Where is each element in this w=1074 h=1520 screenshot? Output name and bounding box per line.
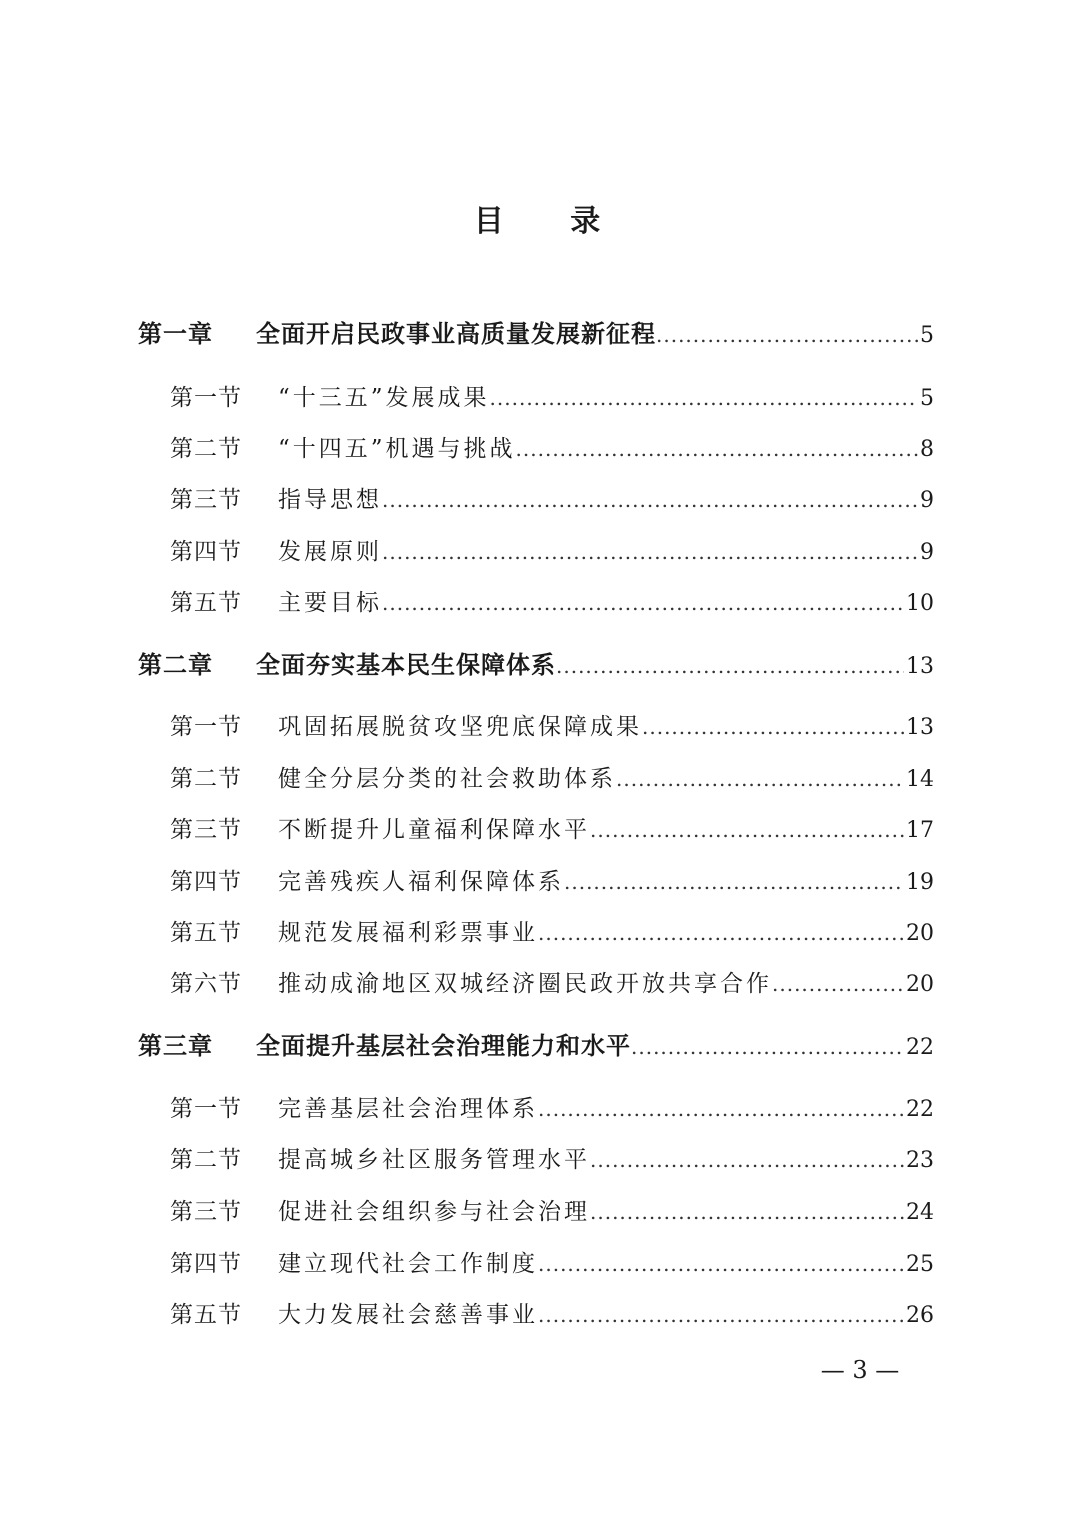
toc-entry-title: 健全分层分类的社会救助体系: [278, 766, 616, 792]
toc-entry[interactable]: [170, 1295, 934, 1335]
toc-entry[interactable]: [170, 964, 934, 1004]
toc-entry-title: 建立现代社会工作制度: [278, 1251, 538, 1277]
toc-entry-title: 规范发展福利彩票事业: [278, 920, 538, 946]
dot-leader: [538, 1244, 904, 1284]
toc-entry-page: 24: [906, 1200, 934, 1225]
toc-entry[interactable]: [170, 429, 934, 469]
toc-entry-number: 第三节: [170, 817, 242, 843]
toc-entry-number: 第五节: [170, 1302, 242, 1328]
toc-entry[interactable]: [170, 378, 934, 418]
toc-entry-title: 不断提升儿童福利保障水平: [278, 817, 590, 843]
toc-entry-title: 促进社会组织参与社会治理: [278, 1199, 590, 1225]
dot-leader: [590, 1192, 904, 1232]
dot-leader: [631, 1027, 904, 1066]
toc-entry-page: 17: [906, 818, 934, 843]
dot-leader: [538, 1089, 904, 1129]
toc-entry-title: 全面开启民政事业高质量发展新征程: [256, 320, 656, 348]
toc-entry-number: 第五节: [170, 920, 242, 946]
toc-entry[interactable]: [170, 532, 934, 572]
toc-entry[interactable]: [138, 1026, 934, 1066]
page-number: — 3 —: [820, 1356, 900, 1384]
dot-leader: [516, 429, 918, 469]
toc-entry-number: 第二章: [138, 651, 213, 679]
toc-entry[interactable]: [170, 583, 934, 623]
toc-entry-title: 大力发展社会慈善事业: [278, 1302, 538, 1328]
toc-entry-page: 23: [906, 1148, 934, 1173]
dot-leader: [656, 315, 918, 354]
toc-entry[interactable]: [170, 862, 934, 902]
toc-entry[interactable]: [170, 759, 934, 799]
toc-entry-title: 提高城乡社区服务管理水平: [278, 1147, 590, 1173]
toc-entry-title: “十三五”发展成果: [278, 385, 490, 411]
toc-entry-number: 第二节: [170, 766, 242, 792]
toc-entry[interactable]: [170, 1140, 934, 1180]
toc-entry-title: “十四五”机遇与挑战: [278, 436, 516, 462]
toc-entry-number: 第三节: [170, 1199, 242, 1225]
toc-entry-page: 13: [906, 654, 934, 679]
toc-entry-page: 20: [906, 972, 934, 997]
toc-entry[interactable]: [170, 810, 934, 850]
dot-leader: [556, 646, 904, 685]
toc-entry-title: 推动成渝地区双城经济圈民政开放共享合作: [278, 971, 772, 997]
toc-entry[interactable]: [170, 480, 934, 520]
toc-entry[interactable]: [138, 314, 934, 354]
toc-entry-page: 25: [906, 1252, 934, 1277]
toc-entry-page: 5: [920, 323, 934, 348]
toc-entry-number: 第四节: [170, 539, 242, 565]
toc-entry-page: 9: [920, 540, 934, 565]
toc-entry-page: 13: [906, 715, 934, 740]
toc-entry-number: 第一章: [138, 320, 213, 348]
dot-leader: [772, 964, 904, 1004]
dot-leader: [382, 532, 918, 572]
toc-entry[interactable]: [170, 913, 934, 953]
toc-entry-page: 10: [906, 591, 934, 616]
toc-entry-page: 5: [920, 386, 934, 411]
toc-entry-page: 20: [906, 921, 934, 946]
dot-leader: [590, 1140, 904, 1180]
dot-leader: [538, 913, 904, 953]
dot-leader: [590, 810, 904, 850]
toc-entry-page: 8: [920, 437, 934, 462]
toc-entry-title: 完善基层社会治理体系: [278, 1096, 538, 1122]
toc-entry-title: 完善残疾人福利保障体系: [278, 869, 564, 895]
toc-entry-page: 26: [906, 1303, 934, 1328]
toc-entry[interactable]: [170, 1089, 934, 1129]
dot-leader: [382, 583, 904, 623]
dot-leader: [382, 480, 918, 520]
toc-entry-number: 第一节: [170, 1096, 242, 1122]
toc-entry-number: 第一节: [170, 385, 242, 411]
toc-entry-number: 第五节: [170, 590, 242, 616]
dot-leader: [490, 378, 918, 418]
toc-entry-title: 全面提升基层社会治理能力和水平: [256, 1032, 631, 1060]
toc-entry-page: 19: [906, 870, 934, 895]
toc-entry-number: 第一节: [170, 714, 242, 740]
toc-entry-number: 第三节: [170, 487, 242, 513]
dot-leader: [642, 707, 904, 747]
page-title: 目 录: [473, 204, 629, 239]
toc-entry-title: 主要目标: [278, 590, 382, 616]
toc-entry[interactable]: [138, 645, 934, 685]
toc-entry[interactable]: [170, 1244, 934, 1284]
dot-leader: [616, 759, 904, 799]
toc-entry-title: 全面夯实基本民生保障体系: [256, 651, 556, 679]
toc-entry-title: 巩固拓展脱贫攻坚兜底保障成果: [278, 714, 642, 740]
toc-entry-number: 第二节: [170, 436, 242, 462]
toc-entry-number: 第三章: [138, 1032, 213, 1060]
toc-entry-page: 9: [920, 488, 934, 513]
toc-entry[interactable]: [170, 707, 934, 747]
toc-entry-page: 22: [906, 1097, 934, 1122]
toc-entry-page: 14: [906, 767, 934, 792]
toc-entry-title: 发展原则: [278, 539, 382, 565]
toc-entry-title: 指导思想: [278, 487, 382, 513]
toc-entry[interactable]: [170, 1192, 934, 1232]
toc-entry-number: 第四节: [170, 1251, 242, 1277]
dot-leader: [538, 1295, 904, 1335]
toc-entry-page: 22: [906, 1035, 934, 1060]
toc-entry-number: 第二节: [170, 1147, 242, 1173]
toc-entry-number: 第四节: [170, 869, 242, 895]
toc-entry-number: 第六节: [170, 971, 242, 997]
dot-leader: [564, 862, 904, 902]
